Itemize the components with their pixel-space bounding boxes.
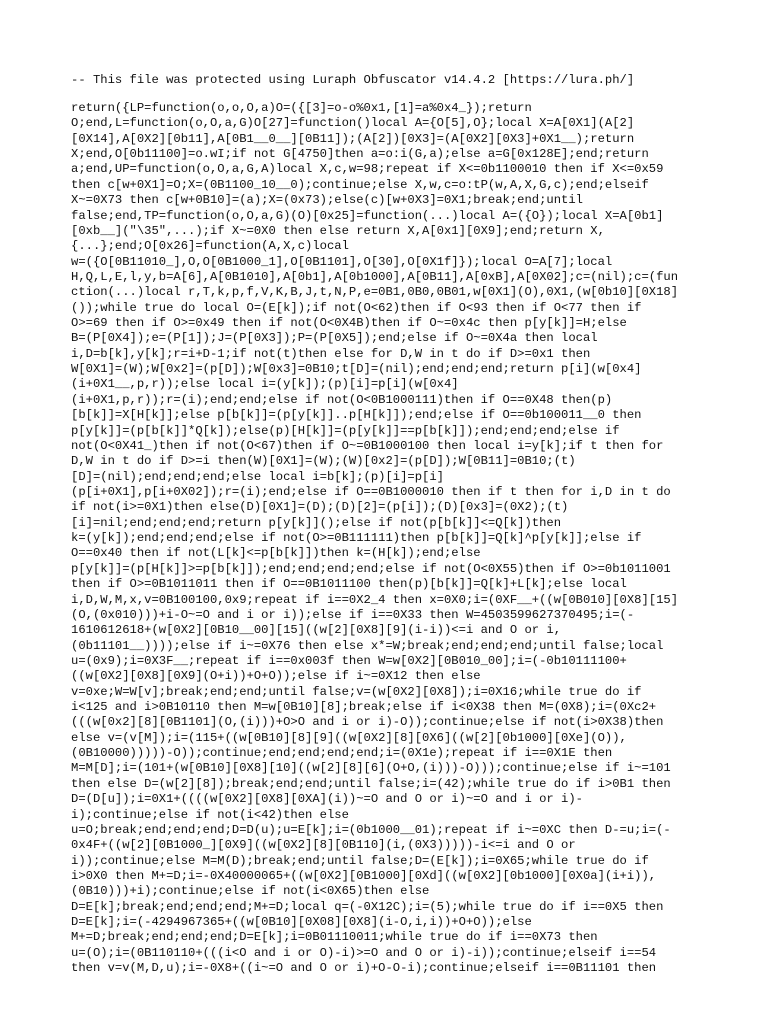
code-line: p[y[k]]=(p[b[k]]*Q[k]);else(p)[H[k]]=(p[y[k]]==p[b[k]]);end;end;end;else if [71, 423, 620, 438]
code-line: 1610612618+(w[0X2][0B10__00][15]((w[2][0X8][9](i-i))<=i and O or i, [71, 623, 562, 638]
code-line: [b[k]]=X[H[k]];else p[b[k]]=(p[y[k]]..p[H[k]]);end;else if O==0b100011__0 then [71, 408, 642, 423]
code-line: (0B10000)))))-O));continue;end;end;end;end;i=(0X1e);repeat if i==0X1E then [71, 746, 613, 761]
code-line: H,Q,L,E,l,y,b=A[6],A[0B1010],A[0b1],A[0b1000],A[0B11],A[0xB],A[0X02];c=(nil);c=(fun [71, 269, 679, 284]
code-line: (0B10)))+i);continue;else if not(i<0X65)then else [71, 884, 430, 899]
code-line: M+=D;break;end;end;end;D=E[k];i=0B01110011;while true do if i==0X73 then [71, 930, 598, 945]
code-line: X;end,O[0b11100]=o.wI;if not G[4750]then a=o:i(G,a);else a=G[0x128E];end;return [71, 147, 649, 162]
code-line: (0b11101__))));else if i~=0X76 then else x*=W;break;end;end;end;until false;local [71, 638, 664, 653]
code-line: [0xb__]("\35",...);if X~=0X0 then else return X,A[0x1][0X9];end;return X, [71, 223, 605, 238]
code-line: M=M[D];i=(101+(w[0B10][0X8][10]((w[2][8][6](O+O,(i)))-O)));continue;else if i~=101 [71, 761, 671, 776]
code-line: then if O>=0B1011011 then if O==0B1011100 then(p)[b[k]]=Q[k]+L[k];else local [71, 577, 627, 592]
code-line: i));continue;else M=M(D);break;end;until false;D=(E[k]);i=0X65;while true do if [71, 853, 649, 868]
code-line: O>=69 then if O>=0x49 then if not(O<0X4B)then if O~=0x4c then p[y[k]]=H;else [71, 316, 627, 331]
code-line: a;end,UP=function(o,O,a,G,A)local X,c,w=98;repeat if X<=0b1100010 then if X<=0x59 [71, 162, 664, 177]
code-line: (O,(0x010)))+i-O~=O and i or i));else if i==0X33 then W=4503599627370495;i=(- [71, 607, 635, 622]
code-line: [i]=nil;end;end;end;return p[y[k]]();else if not(p[b[k]]<=Q[k])then [71, 515, 562, 530]
code-line: ());while true do local O=(E[k]);if not(O<62)then if O<93 then if O<77 then if [71, 300, 642, 315]
code-line: i,D=b[k],y[k];r=i+D-1;if not(t)then else for D,W in t do if D>=0x1 then [71, 346, 591, 361]
code-line: k=(y[k]);end;end;end;else if not(O>=0B111111)then p[b[k]]=Q[k]^p[y[k]];else if [71, 531, 642, 546]
code-line: ction(...)local r,T,k,p,f,V,K,B,J,t,N,P,e=0B1,0B0,0B01,w[0X1](O),0X1,(w[0b10][0X18] [71, 285, 679, 300]
code-line: w=({O[0B11010_],O,O[0B1000_1],O[0B1101],O[30],O[0X1f]});local O=A[7];local [71, 254, 613, 269]
code-line: D=E[k];i=(-4294967365+((w[0B10][0X08][0X8](i-O,i,i))+O+O));else [71, 915, 532, 930]
code-line: (i+0X1__,p,r));else local i=(y[k]);(p)[i]=p[i](w[0x4] [71, 377, 459, 392]
code-line: i,D,W,M,x,v=0B100100,0x9;repeat if i==0X2_4 then x=0X0;i=(0XF__+((w[0B010][0X8][15] [71, 592, 679, 607]
code-line: X~=0X73 then c[w+0B10]=(a);X=(0x73);else(c)[w+0X3]=0X1;break;end;until [71, 193, 583, 208]
code-line: u=O;break;end;end;end;D=D(u);u=E[k];i=(0b1000__01);repeat if i~=0XC then D-=u;i=(- [71, 822, 671, 837]
code-line: u=(O);i=(0B110110+(((i<O and i or O)-i)>=O and O or i)-i));continue;elseif i==54 [71, 945, 657, 960]
code-line: then c[w+0X1]=O;X=(0B1100_10__0);continue;else X,w,c=o:tP(w,A,X,G,c);end;elseif [71, 177, 649, 192]
code-line: if not(i>=0X1)then else(D)[0X1]=(D);(D)[2]=(p[i]);(D)[0x3]=(0X2);(t) [71, 500, 569, 515]
code-line: 0x4F+((w[2][0B1000_][0X9]((w[0X2][8][0B110](i,(0X3)))))-i<=i and O or [71, 838, 576, 853]
code-line: i);continue;else if not(i<42)then else [71, 807, 349, 822]
code-line: {...};end;O[0x26]=function(A,X,c)local [71, 239, 349, 254]
obfuscated-code-block [71, 101, 701, 976]
code-line: B=(P[0X4]);e=(P[1]);J=(P[0X3]);P=(P[0X5]);end;else if O~=0X4a then local [71, 331, 598, 346]
code-line: D,W in t do if D>=i then(W)[0X1]=(W);(W)[0x2]=(p[D]);W[0B11]=0B10;(t) [71, 454, 576, 469]
code-line: else v=(v[M]);i=(115+((w[0B10][8][9]((w[0X2][8][0X6]((w[2][0b1000][0Xe](O)), [71, 730, 627, 745]
code-line: v=0xe;W=W[v];break;end;end;until false;v=(w[0X2][0X8]);i=0X16;while true do if [71, 684, 642, 699]
code-line: ((w[0X2][0X8][0X9](O+i))+O+O));else if i~=0X12 then else [71, 669, 481, 684]
code-line: then else D=(w[2][8]);break;end;end;until false;i=(42);while true do if i>0B1 then [71, 776, 671, 791]
code-line: (((w[0x2][8][0B1101](O,(i)))+O>O and i or i)-O));continue;else if not(i>0X38)then [71, 715, 664, 730]
code-line: [D]=(nil);end;end;end;else local i=b[k];(p)[i]=p[i] [71, 469, 444, 484]
file-header-comment: -- This file was protected using Luraph Obfuscator v14.4.2 [https://lura.ph/] [71, 73, 635, 87]
code-line: false;end,TP=function(o,O,a,G)(O)[0x25]=function(...)local A=({O});local X=A[0b1] [71, 208, 664, 223]
code-line: (i+0X1,p,r));r=(i);end;end;else if not(O<0B1000111)then if O==0X48 then(p) [71, 392, 613, 407]
code-line: D=E[k];break;end;end;end;M+=D;local q=(-0X12C);i=(5);while true do if i==0X5 then [71, 899, 664, 914]
code-line: not(O<0X41_)then if not(O<67)then if O~=0B1000100 then local i=y[k];if t then for [71, 438, 664, 453]
code-line: [0X14],A[0X2][0b11],A[0B1__0__][0B11]);(A[2])[0X3]=(A[0X2][0X3]+0X1__);return [71, 131, 635, 146]
code-line: then v=v(M,D,u);i=-0X8+((i~=O and O or i)+O-O-i);continue;elseif i==0B11101 then [71, 961, 657, 976]
code-line: D=(D[u]);i=0X1+((((w[0X2][0X8][0XA](i))~=O and O or i)~=O and i or i)- [71, 792, 583, 807]
code-line: O==0x40 then if not(L[k]<=p[b[k]])then k=(H[k]);end;else [71, 546, 481, 561]
code-line: u=(0x9);i=0X3F__;repeat if i==0x003f then W=w[0X2][0B010_00];i=(-0b10111100+ [71, 653, 627, 668]
code-line: O;end,L=function(o,O,a,G)O[27]=function()local A={O[5],O};local X=A[0X1](A[2] [71, 116, 635, 131]
code-line: (p[i+0X1],p[i+0X02]);r=(i);end;else if O==0B1000010 then if t then for i,D in t do [71, 484, 671, 499]
code-line: W[0X1]=(W);W[0x2]=(p[D]);W[0x3]=0B10;t[D]=(nil);end;end;end;return p[i](w[0x4] [71, 362, 642, 377]
code-line: return({LP=function(o,o,O,a)O=({[3]=o-o%0x1,[1]=a%0x4_});return [71, 101, 532, 115]
code-line: i>0X0 then M+=D;i=-0X40000065+((w[0X2][0B1000][0Xd]((w[0X2][0b1000][0X0a](i+i)), [71, 868, 657, 883]
code-line: i<125 and i>0B10110 then M=w[0B10][8];break;else if i<0X38 then M=(0X8);i=(0Xc2+ [71, 700, 657, 715]
code-line: p[y[k]]=(p[H[k]]>=p[b[k]]);end;end;end;end;else if not(O<0X55)then if O>=0b1011001 [71, 561, 671, 576]
